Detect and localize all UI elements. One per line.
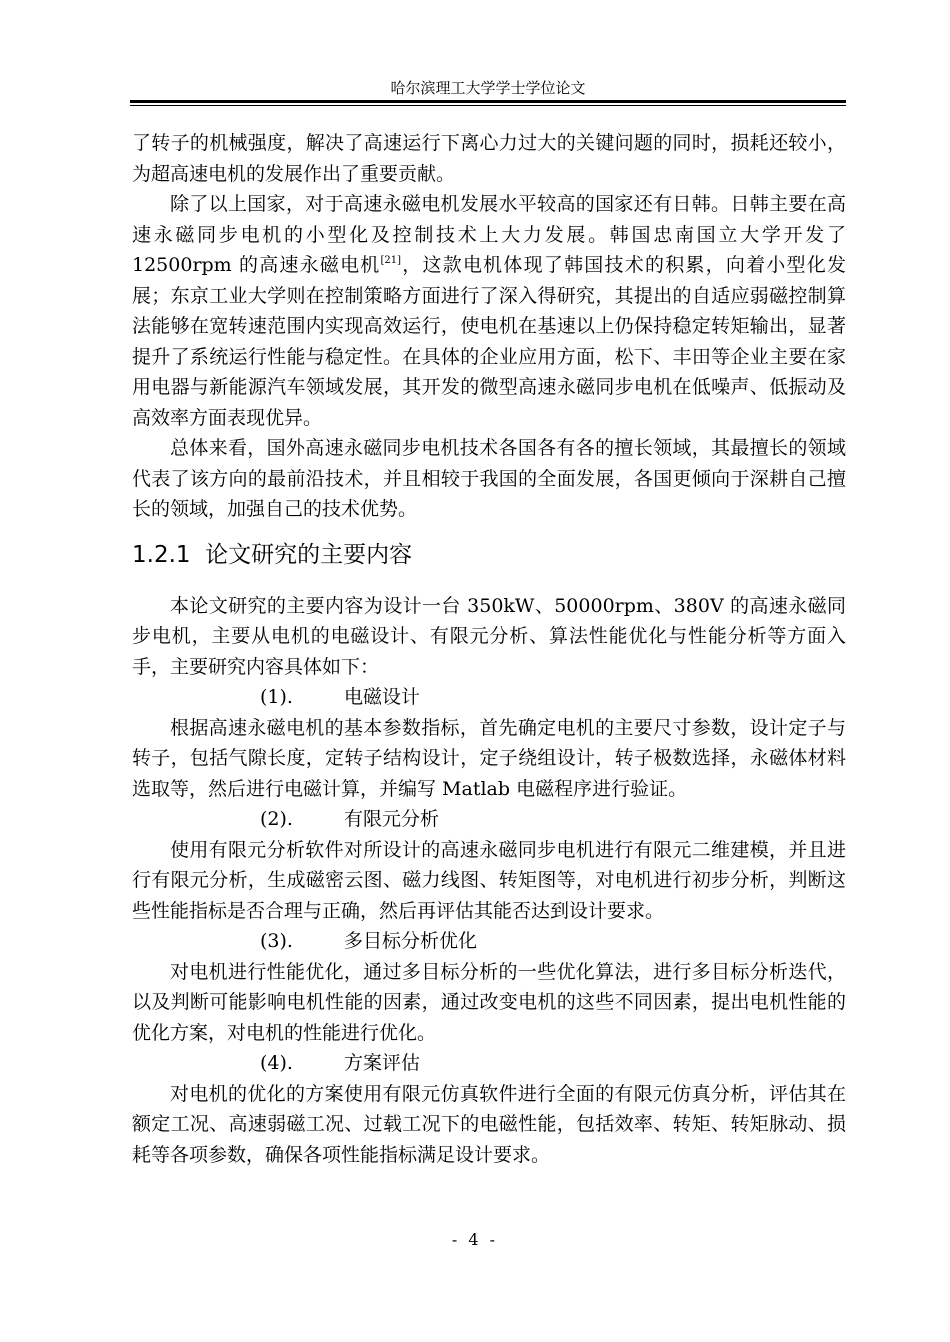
section-heading — [132, 539, 846, 571]
paragraph-2 — [132, 189, 846, 433]
item-1-heading — [132, 682, 846, 713]
citation-ref: [21] — [380, 255, 402, 266]
header-rule-thick — [130, 100, 846, 103]
item-number: (4). — [260, 1052, 293, 1074]
item-number: (1). — [260, 686, 293, 708]
item-4-heading — [132, 1048, 846, 1079]
item-2-text: 使用有限元分析软件对所设计的高速永磁同步电机进行有限元二维建模，并且进行有限元分析，生成磁密云图、磁力线图、转矩图等，对电机进行初步分析，判断这些性能指标是否合理与正确，然后再评估其能否达到设计要求。 — [132, 838, 846, 922]
section-number: 1.2.1 — [132, 541, 191, 568]
page-body — [132, 128, 846, 1170]
item-title: 电磁设计 — [344, 686, 421, 708]
item-2-heading — [132, 804, 846, 835]
item-number: (3). — [260, 930, 293, 952]
section-title: 论文研究的主要内容 — [205, 541, 413, 568]
section-intro: 本论文研究的主要内容为设计一台 350kW、50000rpm、380V 的高速永磁同步电机，主要从电机的电磁设计、有限元分析、算法性能优化与性能分析等方面入手，主要研究内容具体如下： — [132, 594, 846, 678]
item-1-text: 根据高速永磁电机的基本参数指标，首先确定电机的主要尺寸参数，设计定子与转子，包括气隙长度，定转子结构设计，定子绕组设计，转子极数选择，永磁体材料选取等，然后进行电磁计算，并编写 Matlab 电磁程序进行验证。 — [132, 716, 846, 800]
item-3-heading — [132, 926, 846, 957]
item-3-text: 对电机进行性能优化，通过多目标分析的一些优化算法，进行多目标分析迭代，以及判断可能影响电机性能的因素，通过改变电机的这些不同因素，提出电机性能的优化方案，对电机的性能进行优化。 — [132, 960, 846, 1044]
header-rule-thin — [130, 105, 846, 106]
paragraph-1: 了转子的机械强度，解决了高速运行下离心力过大的关键问题的同时，损耗还较小，为超高速电机的发展作出了重要贡献。 — [132, 132, 846, 185]
item-number: (2). — [260, 808, 293, 830]
paragraph-3: 总体来看，国外高速永磁同步电机技术各国各有各的擅长领域，其最擅长的领域代表了该方向的最前沿技术，并且相较于我国的全面发展，各国更倾向于深耕自己擅长的领域，加强自己的技术优势。 — [132, 437, 846, 520]
item-title: 方案评估 — [344, 1052, 421, 1074]
paragraph-2-part-b: ，这款电机体现了韩国技术的积累，向着小型化发展；东京工业大学则在控制策略方面进行了深入得研究，其提出的自适应弱磁控制算法能够在宽转速范围内实现高效运行，使电机在基速以上仍保持稳定转矩输出，显著提升了系统运行性能与稳定性。在具体的企业应用方面，松下、丰田等企业主要在家用电器与新能源汽车领域发展，其开发的微型高速永磁同步电机在低噪声、低振动及高效率方面表现优异。 — [132, 254, 846, 429]
item-title: 有限元分析 — [344, 808, 440, 830]
item-title: 多目标分析优化 — [344, 930, 478, 952]
page-number: - 4 - — [451, 1230, 499, 1249]
item-4-text: 对电机的优化的方案使用有限元仿真软件进行全面的有限元仿真分析，评估其在额定工况、高速弱磁工况、过载工况下的电磁性能，包括效率、转矩、转矩脉动、损耗等各项参数，确保各项性能指标满足设计要求。 — [132, 1082, 846, 1166]
paragraph-2-part-a: 除了以上国家，对于高速永磁电机发展水平较高的国家还有日韩。日韩主要在高速永磁同步电机的小型化及控制技术上大力发展。韩国忠南国立大学开发了 12500rpm 的高速永磁电机 — [132, 193, 846, 276]
page-header: 哈尔滨理工大学学士学位论文 — [390, 79, 586, 97]
